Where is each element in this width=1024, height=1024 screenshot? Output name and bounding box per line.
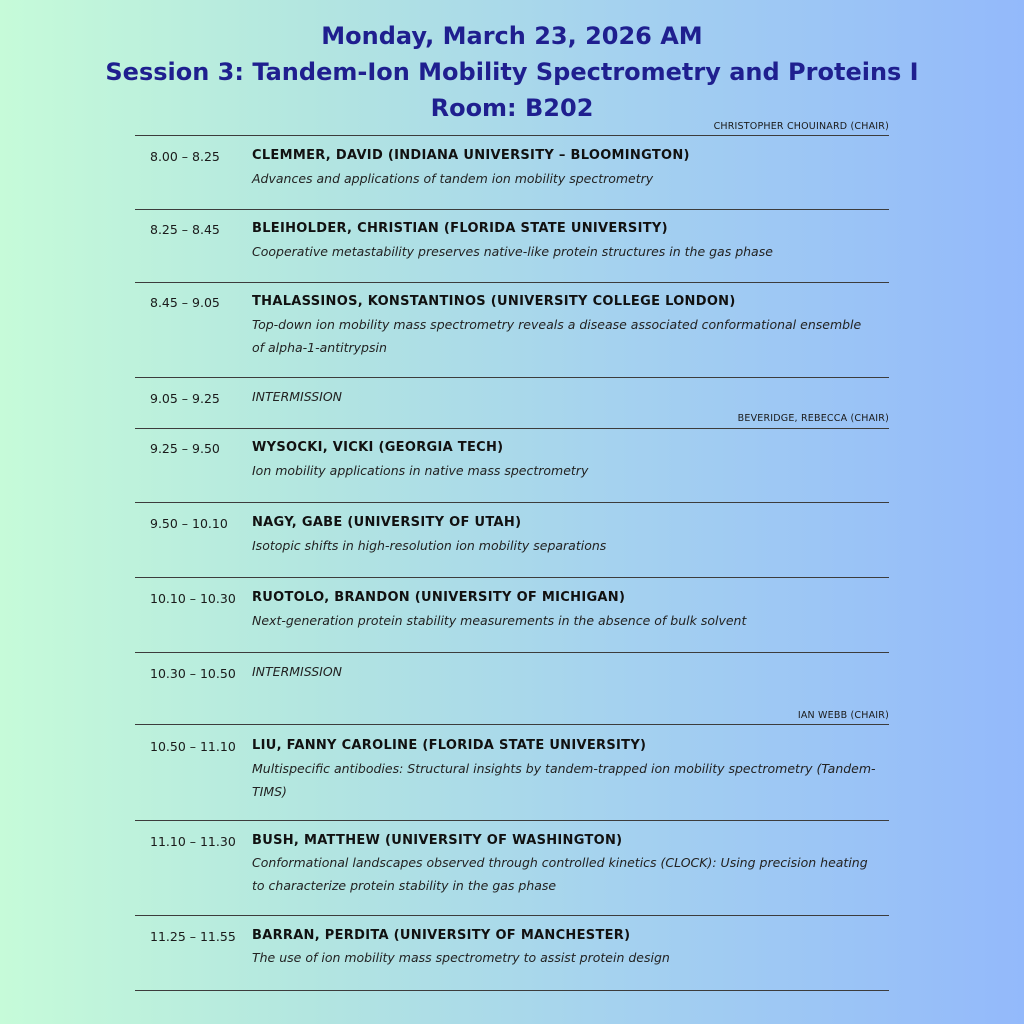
talk-title: Cooperative metastability preserves native-like protein structures in the gas phase xyxy=(252,244,773,259)
speaker-name: THALASSINOS, KONSTANTINOS (UNIVERSITY COLLEGE LONDON) xyxy=(252,294,736,309)
slot-time: 9.25 – 9.50 xyxy=(150,441,220,456)
divider xyxy=(135,282,889,283)
chair-label: IAN WEBB (CHAIR) xyxy=(797,710,889,721)
intermission-label: INTERMISSION xyxy=(252,664,343,679)
slot-time: 8.00 – 8.25 xyxy=(150,149,220,164)
slot-time: 10.30 – 10.50 xyxy=(150,666,236,681)
chair-label: BEVERIDGE, REBECCA (CHAIR) xyxy=(737,413,889,424)
divider xyxy=(135,377,889,378)
divider xyxy=(135,820,889,821)
session-title: Session 3: Tandem-Ion Mobility Spectrometry and Proteins I xyxy=(105,58,919,86)
talk-title: Top-down ion mobility mass spectrometry reveals a disease associated conformational ensemble of alpha-1-antitrypsin xyxy=(252,317,862,355)
divider xyxy=(135,652,889,653)
divider xyxy=(135,724,889,725)
slot-time: 10.50 – 11.10 xyxy=(150,739,236,754)
speaker-name: CLEMMER, DAVID (INDIANA UNIVERSITY – BLOOMINGTON) xyxy=(252,148,690,163)
divider xyxy=(135,915,889,916)
divider xyxy=(135,135,889,136)
slot-time: 8.45 – 9.05 xyxy=(150,295,220,310)
chair-label: CHRISTOPHER CHOUINARD (CHAIR) xyxy=(713,121,889,132)
header xyxy=(0,18,1024,126)
speaker-name: BARRAN, PERDITA (UNIVERSITY OF MANCHESTER) xyxy=(252,928,631,943)
talk-title: Conformational landscapes observed through controlled kinetics (CLOCK): Using precision heating to characterize protein stability in the gas phase xyxy=(252,855,868,893)
speaker-name: NAGY, GABE (UNIVERSITY OF UTAH) xyxy=(252,515,522,530)
speaker-name: BLEIHOLDER, CHRISTIAN (FLORIDA STATE UNIVERSITY) xyxy=(252,221,668,236)
talk-title: Multispecific antibodies: Structural insights by tandem-trapped ion mobility spectrometry (Tandem-TIMS) xyxy=(252,761,876,799)
divider xyxy=(135,428,889,429)
speaker-name: WYSOCKI, VICKI (GEORGIA TECH) xyxy=(252,440,504,455)
speaker-name: BUSH, MATTHEW (UNIVERSITY OF WASHINGTON) xyxy=(252,833,623,848)
talk-title: Ion mobility applications in native mass spectrometry xyxy=(252,463,589,478)
header-date: Monday, March 23, 2026 AM xyxy=(321,22,703,50)
slot-time: 8.25 – 8.45 xyxy=(150,222,220,237)
divider xyxy=(135,990,889,991)
divider xyxy=(135,209,889,210)
speaker-name: LIU, FANNY CAROLINE (FLORIDA STATE UNIVERSITY) xyxy=(252,738,647,753)
slot-time: 10.10 – 10.30 xyxy=(150,591,236,606)
talk-title: Next-generation protein stability measurements in the absence of bulk solvent xyxy=(252,613,747,628)
intermission-label: INTERMISSION xyxy=(252,389,343,404)
room-label: Room: B202 xyxy=(430,94,594,122)
speaker-name: RUOTOLO, BRANDON (UNIVERSITY OF MICHIGAN) xyxy=(252,590,626,605)
slot-time: 9.50 – 10.10 xyxy=(150,516,228,531)
divider xyxy=(135,502,889,503)
divider xyxy=(135,577,889,578)
slot-time: 11.10 – 11.30 xyxy=(150,834,236,849)
talk-title: Isotopic shifts in high-resolution ion mobility separations xyxy=(252,538,607,553)
slot-time: 9.05 – 9.25 xyxy=(150,391,220,406)
talk-title: Advances and applications of tandem ion mobility spectrometry xyxy=(252,171,654,186)
slot-time: 11.25 – 11.55 xyxy=(150,929,236,944)
talk-title: The use of ion mobility mass spectrometry to assist protein design xyxy=(252,950,670,965)
